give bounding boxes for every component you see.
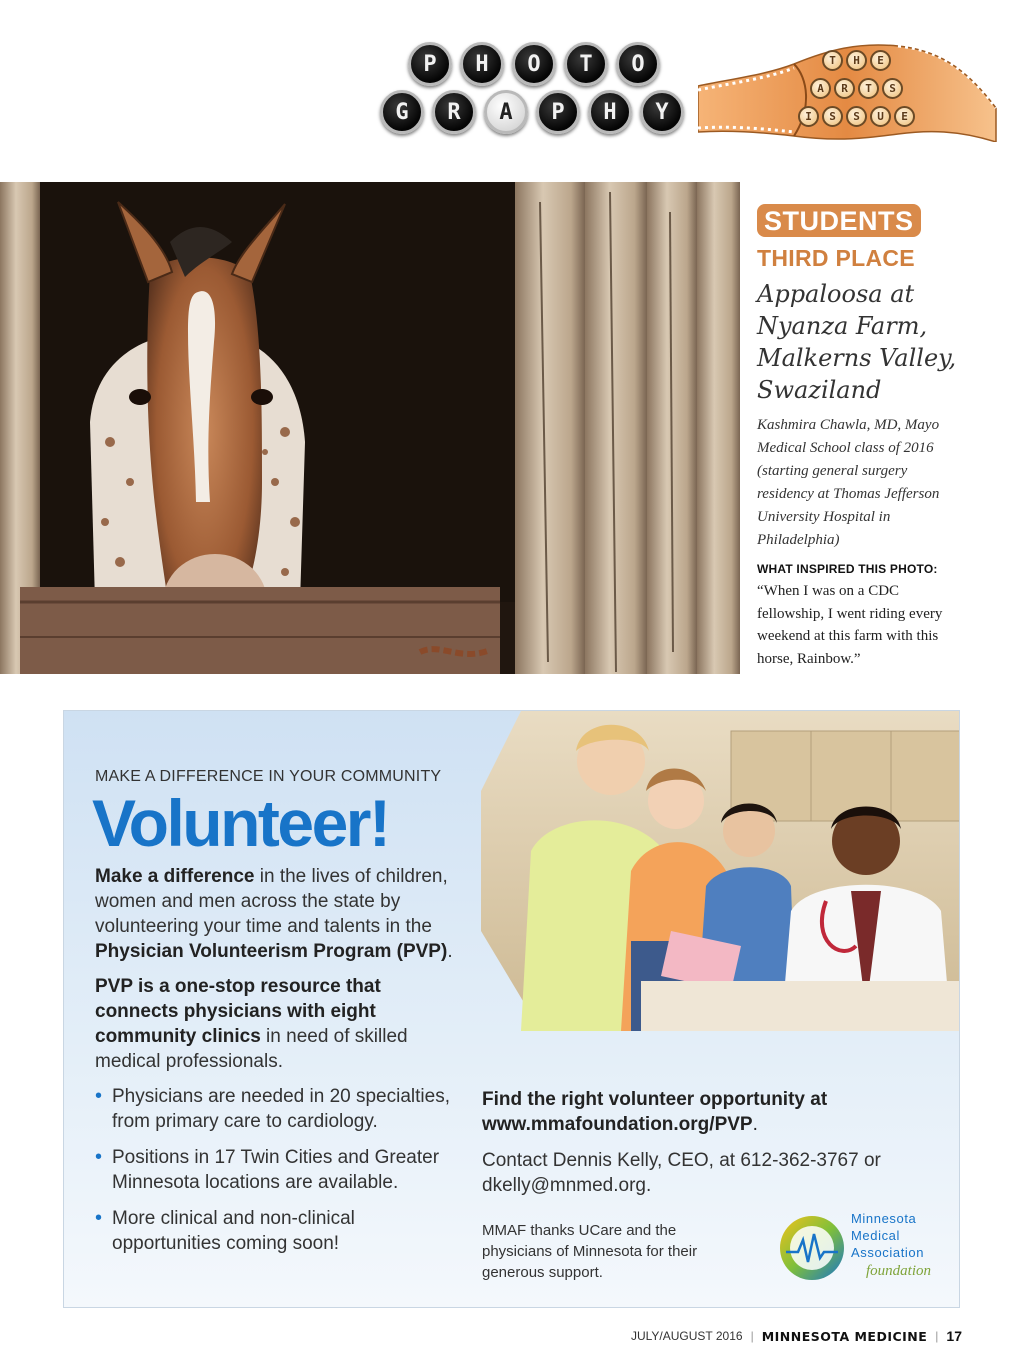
list-item	[95, 1084, 465, 1134]
small-key: H	[846, 50, 867, 71]
inspired-label: WHAT INSPIRED THIS PHOTO:	[757, 562, 938, 576]
contact-info: Contact Dennis Kelly, CEO, at 612-362-3767 or dkelly@mnmed.org.	[482, 1150, 881, 1196]
small-key: T	[858, 78, 879, 99]
mma-line-2: Medical	[851, 1228, 900, 1243]
volunteer-advertisement	[63, 710, 960, 1308]
small-key: A	[810, 78, 831, 99]
ad-bullet-list	[95, 1084, 465, 1256]
typewriter-key: O	[512, 42, 556, 86]
magazine-name: MINNESOTA MEDICINE	[761, 1328, 928, 1344]
ad-emphasis: Make a difference	[95, 866, 255, 887]
logo-row-photo	[408, 42, 660, 86]
small-key: I	[798, 106, 819, 127]
logo-row-arts	[810, 78, 903, 99]
typewriter-key: H	[588, 90, 632, 134]
find-period: .	[752, 1114, 758, 1135]
logo-row-the	[822, 50, 891, 71]
bullet-text: Positions in 17 Twin Cities and Greater Minnesota locations are available.	[112, 1147, 440, 1193]
page-number: 17	[946, 1328, 962, 1344]
typewriter-key: P	[536, 90, 580, 134]
bullet-text: Physicians are needed in 20 specialties, from primary care to cardiology.	[112, 1086, 450, 1132]
small-key: S	[846, 106, 867, 127]
placement-label: THIRD PLACE	[757, 245, 915, 271]
bullet-text: More clinical and non-clinical opportunities coming soon!	[112, 1208, 355, 1254]
find-opportunity	[482, 1087, 922, 1137]
ad-emphasis: Physician Volunteerism Program (PVP)	[95, 941, 448, 962]
bullet-icon: •	[95, 1146, 103, 1168]
bullet-icon: •	[95, 1085, 103, 1107]
small-key: S	[822, 106, 843, 127]
logo-row-graphy	[380, 90, 684, 134]
typewriter-key: P	[408, 42, 452, 86]
footer-divider: |	[935, 1329, 939, 1343]
ad-kicker: MAKE A DIFFERENCE IN YOUR COMMUNITY	[95, 768, 442, 785]
small-key: S	[882, 78, 903, 99]
typewriter-key: G	[380, 90, 424, 134]
ad-text: .	[447, 941, 453, 962]
mma-foundation-label: foundation	[866, 1263, 932, 1279]
list-item	[95, 1145, 465, 1195]
photographer-credit: Kashmira Chawla, MD, Mayo Medical School class of 2016 (starting general surgery residency at Thomas Jefferson University Hospital in Philadelphia)	[757, 417, 940, 548]
typewriter-key: T	[564, 42, 608, 86]
small-key: T	[822, 50, 843, 71]
bullet-icon: •	[95, 1207, 103, 1229]
ad-body	[95, 864, 465, 1267]
photo-title: Appaloosa at Nyanza Farm, Malkerns Valley, Swaziland	[757, 280, 957, 404]
ad-text: in the lives of children, women and men across the state by volunteering your time and talents in the	[95, 866, 448, 937]
issue-date: JULY/AUGUST 2016	[630, 1329, 743, 1343]
typewriter-key: Y	[640, 90, 684, 134]
ad-emphasis: PVP is a one-stop resource that connects physicians with eight community clinics	[95, 976, 381, 1047]
mma-line-3: Association	[851, 1245, 925, 1260]
opportunity-link[interactable]: Find the right volunteer opportunity at www.mmafoundation.org/PVP	[482, 1089, 828, 1135]
typewriter-key: A	[484, 90, 528, 134]
ad-text: in need of skilled medical professionals.	[95, 1026, 408, 1072]
horse-photo	[0, 182, 740, 674]
typewriter-key: H	[460, 42, 504, 86]
small-key: R	[834, 78, 855, 99]
sponsor-thanks: MMAF thanks UCare and the physicians of Minnesota for their generous support.	[482, 1222, 698, 1281]
small-key: E	[870, 50, 891, 71]
ad-paragraph-1	[95, 864, 465, 964]
logo-row-issue	[798, 106, 915, 127]
typewriter-key: R	[432, 90, 476, 134]
small-key: U	[870, 106, 891, 127]
photo-caption	[757, 204, 967, 670]
photographer-quote: “When I was on a CDC fellowship, I went riding every weekend at this farm with this horse, Rainbow.”	[757, 583, 943, 667]
doctors-and-patients-photo	[481, 711, 960, 1031]
small-key: E	[894, 106, 915, 127]
footer-divider: |	[750, 1329, 754, 1343]
list-item	[95, 1206, 465, 1256]
ad-headline: Volunteer!	[92, 786, 389, 860]
page-footer	[631, 1328, 962, 1344]
photography-arts-issue-logo	[380, 36, 1000, 146]
mma-wordmark	[851, 1210, 924, 1261]
category-badge: STUDENTS	[757, 204, 921, 237]
typewriter-key: O	[616, 42, 660, 86]
mma-line-1: Minnesota	[851, 1211, 917, 1226]
ad-paragraph-2	[95, 974, 465, 1074]
